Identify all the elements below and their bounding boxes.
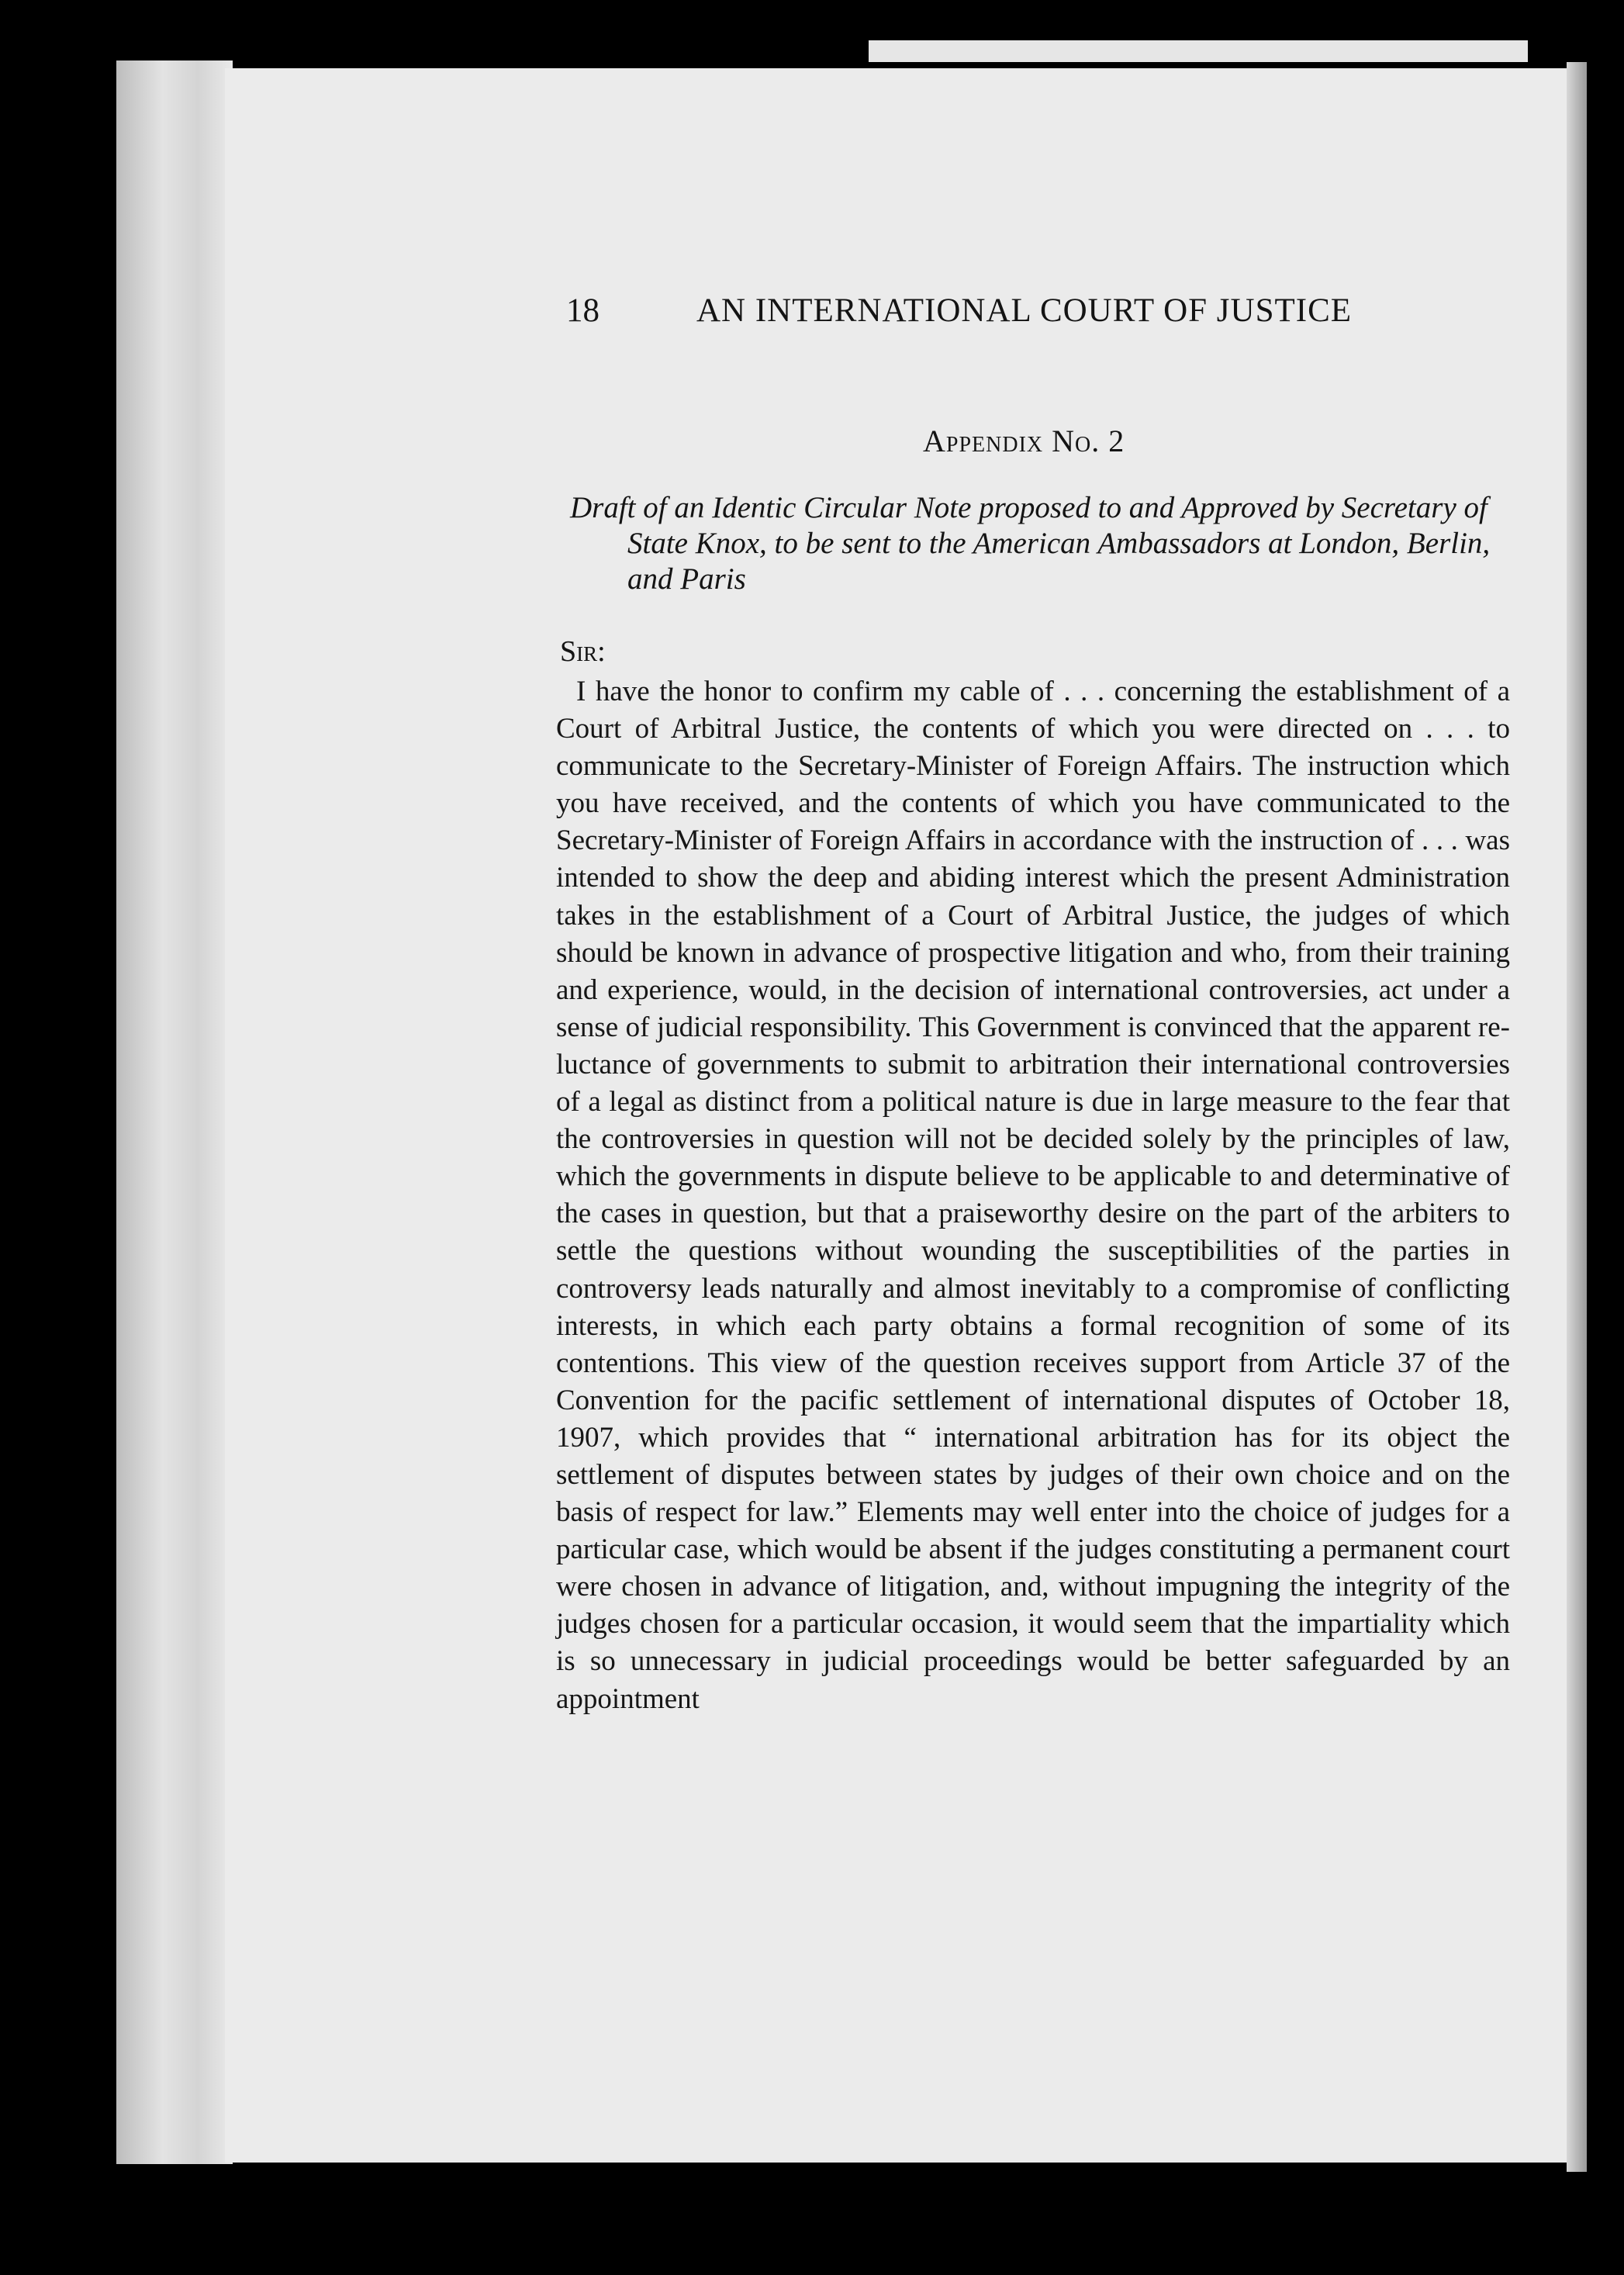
- body-paragraph: I have the honor to confirm my cable of . . . concerning the establishment of a Court of Arbitral Justice, the contents of which you were directed on . . . to communicate to the Secretary-Minister of Foreign Affairs. The instruction which you have received, and the contents of which you have communicated to the Secretary-Minister of Foreign Affairs in accordance with the instruction of . . . was intended to show the deep and abiding interest which the present Administration takes in the establishment of a Court of Arbitral Justice, the judges of which should be known in advance of prospective litigation and who, from their training and experience, would, in the decision of international controversies, act under a sense of judicial responsibility. This Government is convinced that the apparent reluctance of governments to submit to arbitration their international controversies of a legal as distinct from a political nature is due in large measure to the fear that the controversies in question will not be decided solely by the principles of law, which the governments in dispute believe to be applicable to and determinative of the cases in question, but that a praiseworthy desire on the part of the arbiters to settle the questions without wounding the susceptibilities of the parties in controversy leads naturally and almost inevitably to a compromise of conflicting interests, in which each party obtains a formal recognition of some of its contentions. This view of the question receives support from Article 37 of the Convention for the pacific settlement of international disputes of October 18, 1907, which provides that “ international arbitration has for its object the settlement of disputes between states by judges of their own choice and on the basis of respect for law.” Elements may well enter into the choice of judges for a particular case, which would be absent if the judges constituting a permanent court were chosen in advance of litigation, and, without impugning the integrity of the judges chosen for a particular occasion, it would seem that the impartiality which is so unnecessary in judicial proceedings would be better safeguarded by an appointment: [556, 676, 1510, 1715]
- appendix-heading: Appendix No. 2: [923, 424, 1125, 458]
- salutation: Sir:: [560, 635, 606, 668]
- document-caption: [570, 490, 1524, 597]
- body-text: [556, 673, 1510, 1718]
- caption-text: Draft of an Identic Circular Note proposed to and Approved by Secretary of State Knox, to be sent to the American Ambassadors at London, Berlin, and Paris: [570, 491, 1491, 596]
- book-page-edge: [116, 61, 233, 2164]
- running-head: [566, 292, 1404, 341]
- page-number: 18: [566, 292, 599, 329]
- scan-border-strip: [869, 40, 1528, 62]
- page-right-shadow: [1567, 62, 1587, 2172]
- running-title: AN INTERNATIONAL COURT OF JUSTICE: [696, 292, 1353, 329]
